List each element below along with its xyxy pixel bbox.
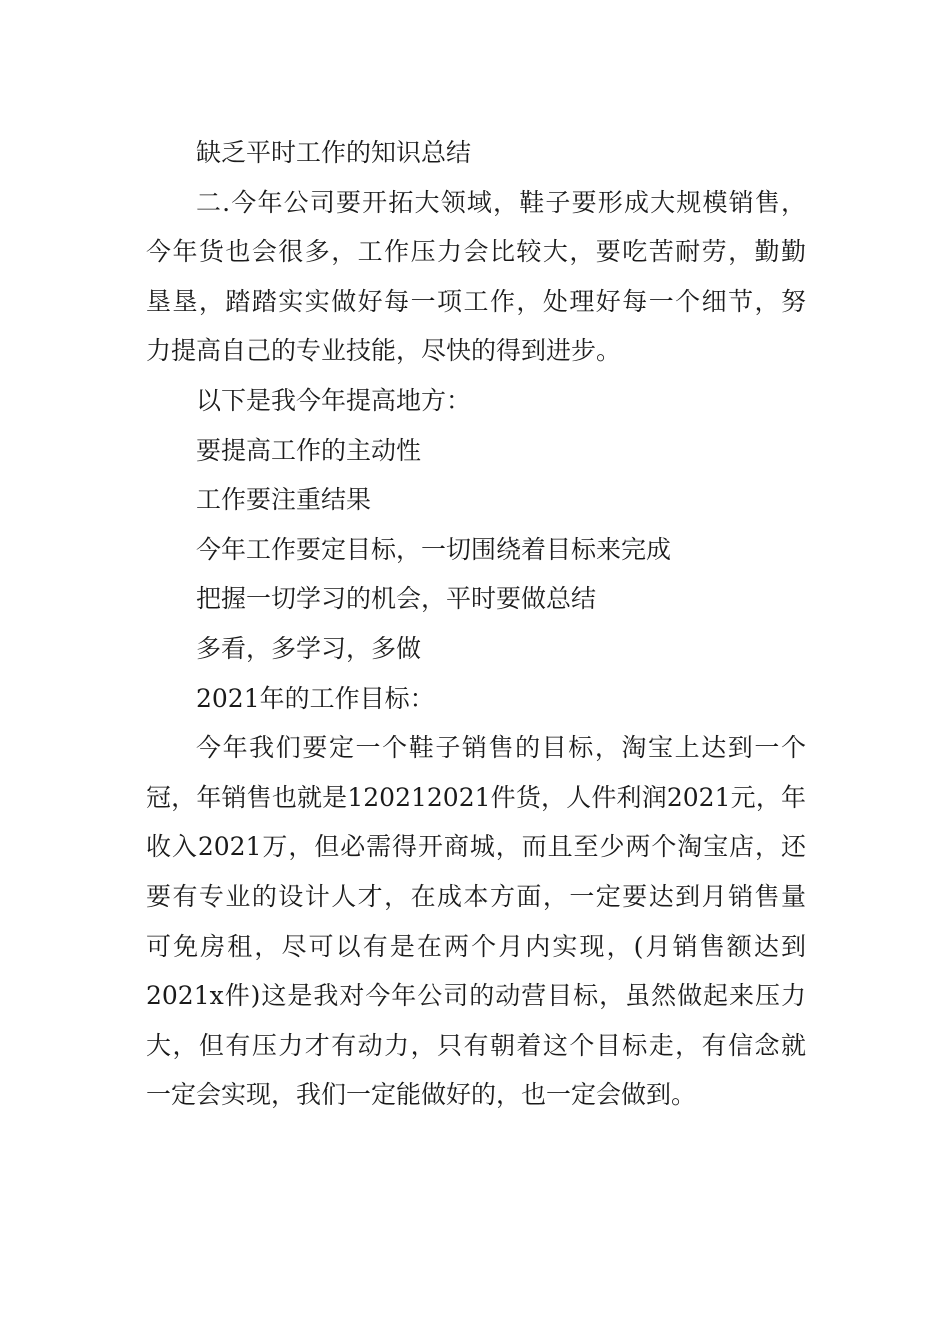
text-line: 把握一切学习的机会，平时要做总结 xyxy=(196,584,597,614)
text-line: 2021年的工作目标： xyxy=(196,683,435,713)
text-line: 要有专业的设计人才，在成本方面，一定要达到月销售量 xyxy=(146,881,806,911)
text-line: 缺乏平时工作的知识总结 xyxy=(196,138,472,167)
text-line: 2021x件)这是我对今年公司的动营目标，虽然做起来压力 xyxy=(146,981,806,1011)
text-line: 以下是我今年提高地方： xyxy=(196,385,472,415)
text-line: 今年货也会很多，工作压力会比较大，要吃苦耐劳，勤勤 xyxy=(146,237,806,267)
text-line: 一定会实现，我们一定能做好的，也一定会做到。 xyxy=(146,1080,697,1110)
text-line: 多看，多学习，多做 xyxy=(196,633,422,663)
text-line: 大，但有压力才有动力，只有朝着这个目标走，有信念就 xyxy=(146,1030,806,1060)
text-line: 收入2021万，但必需得开商城，而且至少两个淘宝店，还 xyxy=(146,832,806,862)
text-line: 冠，年销售也就是120212021件货，人件利润2021元，年 xyxy=(146,782,806,812)
text-line: 要提高工作的主动性 xyxy=(196,435,422,465)
text-line: 力提高自己的专业技能，尽快的得到进步。 xyxy=(146,336,622,366)
text-line: 垦垦，踏踏实实做好每一项工作，处理好每一个细节，努 xyxy=(146,286,806,316)
text-line: 可免房租，尽可以有是在两个月内实现，(月销售额达到 xyxy=(146,931,806,961)
text-line: 今年工作要定目标，一切围绕着目标来完成 xyxy=(196,534,672,564)
text-line: 工作要注重结果 xyxy=(196,485,372,515)
document-body xyxy=(146,128,806,1120)
text-line: 二.今年公司要开拓大领域，鞋子要形成大规模销售， xyxy=(196,187,806,217)
text-line: 今年我们要定一个鞋子销售的目标，淘宝上达到一个 xyxy=(196,733,806,763)
